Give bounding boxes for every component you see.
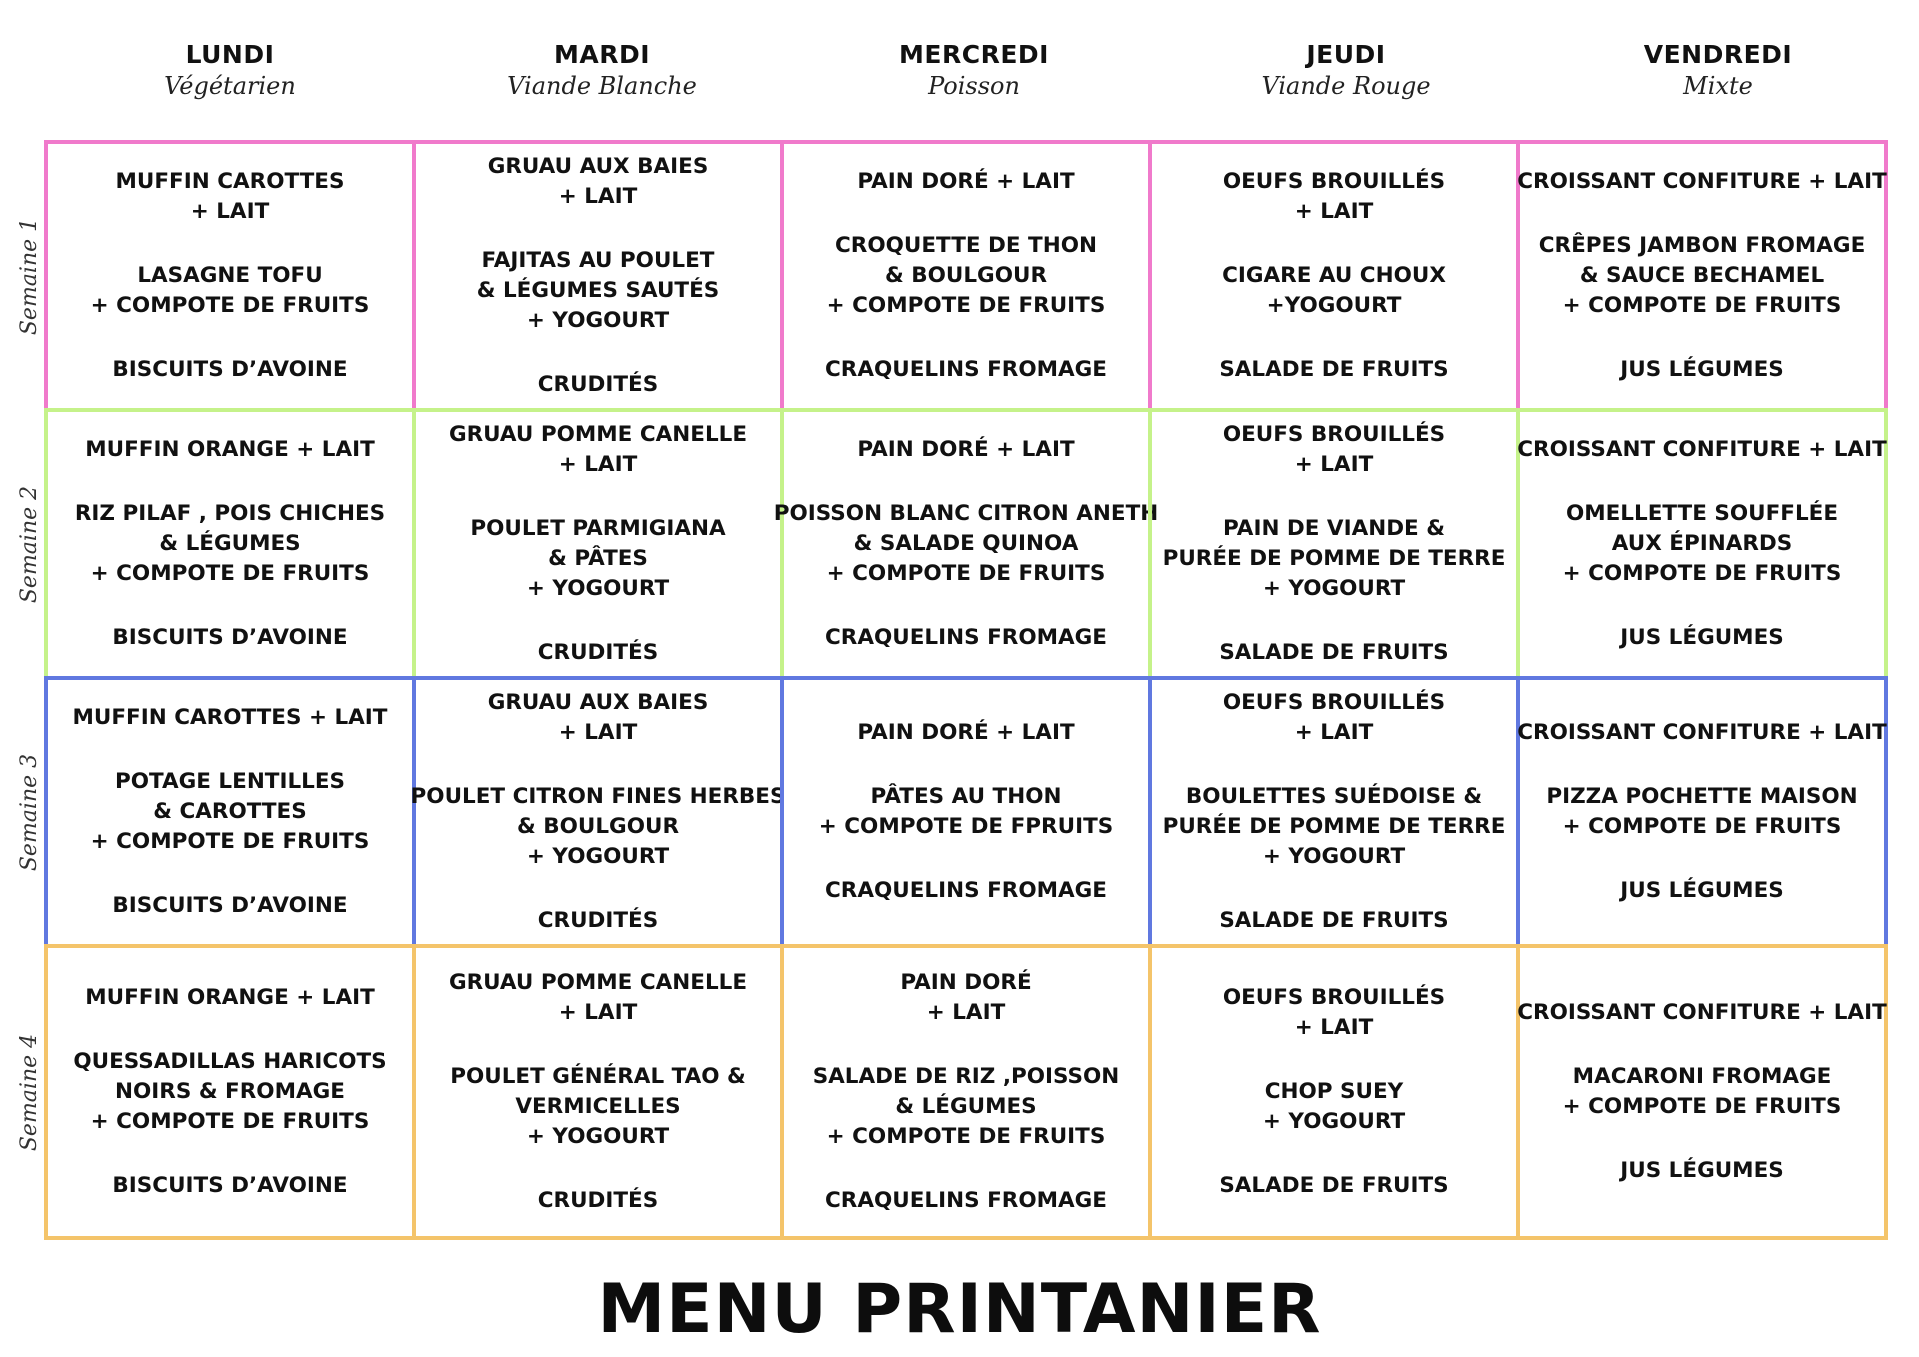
day-headers (44, 38, 1904, 118)
menu-cell (412, 408, 784, 680)
meal-line: CRAQUELINS FROMAGE (825, 625, 1107, 650)
menu-cell (1516, 408, 1888, 680)
meal-line: GRUAU POMME CANELLE (448, 970, 748, 995)
day-name: JEUDI (1306, 40, 1386, 69)
week-row-1 (44, 140, 1904, 412)
meal-line: GRUAU AUX BAIES (487, 690, 709, 715)
week-label-text: Semaine 4 (17, 1033, 43, 1151)
meal-line: OMELLETTE SOUFFLÉE (1565, 501, 1839, 526)
meal-line: OEUFS BROUILLÉS (1222, 690, 1446, 715)
menu-cell (412, 944, 784, 1240)
week-row-2 (44, 408, 1904, 680)
meal-line: & LÉGUMES (159, 531, 301, 556)
meal-line: CRUDITÉS (537, 372, 659, 397)
meal-line: & SALADE QUINOA (853, 531, 1079, 556)
menu-cell (44, 676, 416, 948)
meal-line: PÂTES AU THON (870, 784, 1062, 809)
meal-line: MUFFIN CAROTTES (115, 169, 345, 194)
meal-line: + LAIT (558, 1000, 638, 1025)
meal-line: CRUDITÉS (537, 1188, 659, 1213)
meal-line: + COMPOTE DE FRUITS (1562, 814, 1842, 839)
menu-cell (1516, 676, 1888, 948)
menu-cell (412, 140, 784, 412)
meal-line: GRUAU AUX BAIES (487, 154, 709, 179)
menu-cell (44, 408, 416, 680)
day-theme: Viande Rouge (1261, 72, 1431, 100)
menu-cell (773, 408, 1159, 680)
meal-line: PIZZA POCHETTE MAISON (1546, 784, 1858, 809)
meal-line: POULET PARMIGIANA (470, 516, 726, 541)
meal-line: JUS LÉGUMES (1620, 878, 1784, 903)
meal-line: CIGARE AU CHOUX (1222, 263, 1446, 288)
meal-line: CROISSANT CONFITURE + LAIT (1517, 1000, 1887, 1025)
meal-line: & PÂTES (548, 546, 648, 571)
meal-line: + LAIT (1294, 199, 1374, 224)
meal-line: GRUAU POMME CANELLE (448, 422, 748, 447)
meal-line: + COMPOTE DE FRUITS (826, 561, 1106, 586)
meal-line: BISCUITS D’AVOINE (112, 1173, 348, 1198)
meal-line: MACARONI FROMAGE (1572, 1064, 1832, 1089)
menu-cell (44, 140, 416, 412)
meal-line: MUFFIN CAROTTES + LAIT (72, 705, 388, 730)
day-theme: Végétarien (164, 72, 296, 100)
meal-line: BISCUITS D’AVOINE (112, 357, 348, 382)
meal-line: CRUDITÉS (537, 640, 659, 665)
meal-line: OEUFS BROUILLÉS (1222, 169, 1446, 194)
menu-cell (1516, 140, 1888, 412)
meal-line: PAIN DORÉ + LAIT (857, 437, 1075, 462)
week-label-text: Semaine 2 (17, 485, 43, 603)
meal-line: CROISSANT CONFITURE + LAIT (1517, 437, 1887, 462)
menu-cell (1148, 408, 1520, 680)
day-theme: Poisson (928, 72, 1020, 100)
day-header-mercredi (788, 38, 1160, 100)
meal-line: & BOULGOUR (885, 263, 1047, 288)
meal-line: CRAQUELINS FROMAGE (825, 1188, 1107, 1213)
day-name: VENDREDI (1643, 40, 1793, 69)
meal-line: CRUDITÉS (537, 908, 659, 933)
meal-line: CRÊPES JAMBON FROMAGE (1538, 233, 1866, 258)
meal-line: + YOGOURT (526, 1124, 670, 1149)
day-header-jeudi (1160, 38, 1532, 100)
meal-line: + LAIT (926, 1000, 1006, 1025)
meal-line: CROQUETTE DE THON (835, 233, 1097, 258)
meal-line: OEUFS BROUILLÉS (1222, 985, 1446, 1010)
meal-line: + COMPOTE DE FRUITS (90, 829, 370, 854)
meal-line: + COMPOTE DE FRUITS (826, 293, 1106, 318)
meal-line: + YOGOURT (1262, 844, 1406, 869)
meal-line: BOULETTES SUÉDOISE & (1185, 784, 1483, 809)
meal-line: & CAROTTES (153, 799, 307, 824)
day-theme: Viande Blanche (507, 72, 697, 100)
meal-line: SALADE DE RIZ ,POISSON (812, 1064, 1120, 1089)
meal-line: CRAQUELINS FROMAGE (825, 878, 1107, 903)
meal-line: & SAUCE BECHAMEL (1579, 263, 1825, 288)
meal-line: + YOGOURT (526, 576, 670, 601)
meal-line: QUESSADILLAS HARICOTS (73, 1049, 387, 1074)
meal-line: POULET GÉNÉRAL TAO & (450, 1064, 746, 1089)
meal-line: + LAIT (558, 184, 638, 209)
week-row-4 (44, 944, 1904, 1240)
day-header-lundi (44, 38, 416, 100)
meal-line: + LAIT (1294, 720, 1374, 745)
meal-line: + LAIT (1294, 452, 1374, 477)
day-header-mardi (416, 38, 788, 100)
meal-line: + COMPOTE DE FRUITS (1562, 1094, 1842, 1119)
page-title: MENU PRINTANIER (597, 1270, 1322, 1349)
meal-line: PURÉE DE POMME DE TERRE (1162, 546, 1506, 571)
meal-line: + LAIT (558, 452, 638, 477)
meal-line: VERMICELLES (515, 1094, 681, 1119)
meal-line: BISCUITS D’AVOINE (112, 893, 348, 918)
meal-line: CHOP SUEY (1264, 1079, 1404, 1104)
day-theme: Mixte (1683, 72, 1753, 100)
meal-line: FAJITAS AU POULET (481, 248, 715, 273)
menu-cell (780, 944, 1152, 1240)
meal-line: JUS LÉGUMES (1620, 1158, 1784, 1183)
meal-line: AUX ÉPINARDS (1611, 531, 1793, 556)
meal-line: +YOGOURT (1266, 293, 1402, 318)
meal-line: + LAIT (1294, 1015, 1374, 1040)
week-label-text: Semaine 1 (17, 217, 43, 335)
meal-line: PAIN DE VIANDE & (1223, 516, 1445, 541)
meal-line: + YOGOURT (1262, 576, 1406, 601)
menu-cell (1148, 944, 1520, 1240)
day-header-vendredi (1532, 38, 1904, 100)
week-label-text: Semaine 3 (17, 753, 43, 871)
meal-line: CROISSANT CONFITURE + LAIT (1517, 720, 1887, 745)
day-name: MERCREDI (899, 40, 1049, 69)
meal-line: & LÉGUMES (895, 1094, 1037, 1119)
menu-cell (1148, 140, 1520, 412)
meal-line: SALADE DE FRUITS (1219, 908, 1449, 933)
meal-line: + LAIT (558, 720, 638, 745)
meal-line: JUS LÉGUMES (1620, 357, 1784, 382)
meal-line: SALADE DE FRUITS (1219, 640, 1449, 665)
meal-line: PAIN DORÉ + LAIT (857, 169, 1075, 194)
meal-line: SALADE DE FRUITS (1219, 357, 1449, 382)
meal-line: BISCUITS D’AVOINE (112, 625, 348, 650)
meal-line: CRAQUELINS FROMAGE (825, 357, 1107, 382)
meal-line: LASAGNE TOFU (137, 263, 323, 288)
meal-line: + COMPOTE DE FRUITS (90, 293, 370, 318)
week-row-3 (44, 676, 1904, 948)
meal-line: POTAGE LENTILLES (114, 769, 346, 794)
menu-cell (1148, 676, 1520, 948)
meal-line: SALADE DE FRUITS (1219, 1173, 1449, 1198)
meal-line: + LAIT (190, 199, 270, 224)
meal-line: & BOULGOUR (517, 814, 679, 839)
meal-line: JUS LÉGUMES (1620, 625, 1784, 650)
meal-line: RIZ PILAF , POIS CHICHES (74, 501, 386, 526)
meal-line: + COMPOTE DE FRUITS (826, 1124, 1106, 1149)
meal-line: OEUFS BROUILLÉS (1222, 422, 1446, 447)
day-name: MARDI (553, 40, 651, 69)
menu-cell (44, 944, 416, 1240)
meal-line: + COMPOTE DE FRUITS (90, 561, 370, 586)
meal-line: & LÉGUMES SAUTÉS (476, 278, 720, 303)
menu-cell (412, 676, 784, 948)
meal-line: POULET CITRON FINES HERBES (410, 784, 786, 809)
meal-line: + COMPOTE DE FRUITS (90, 1109, 370, 1134)
meal-line: PAIN DORÉ (900, 970, 1032, 995)
meal-line: + COMPOTE DE FRUITS (1562, 293, 1842, 318)
menu-cell (780, 140, 1152, 412)
meal-line: + YOGOURT (1262, 1109, 1406, 1134)
meal-line: + YOGOURT (526, 308, 670, 333)
meal-line: + YOGOURT (526, 844, 670, 869)
meal-line: MUFFIN ORANGE + LAIT (85, 437, 375, 462)
menu-cell (780, 676, 1152, 948)
meal-line: PURÉE DE POMME DE TERRE (1162, 814, 1506, 839)
day-name: LUNDI (185, 40, 275, 69)
meal-line: NOIRS & FROMAGE (115, 1079, 345, 1104)
meal-line: CROISSANT CONFITURE + LAIT (1517, 169, 1887, 194)
meal-line: + COMPOTE DE FRUITS (1562, 561, 1842, 586)
menu-cell (1516, 944, 1888, 1240)
meal-line: POISSON BLANC CITRON ANETH (773, 501, 1159, 526)
meal-line: MUFFIN ORANGE + LAIT (85, 985, 375, 1010)
meal-line: PAIN DORÉ + LAIT (857, 720, 1075, 745)
meal-line: + COMPOTE DE FPRUITS (818, 814, 1114, 839)
